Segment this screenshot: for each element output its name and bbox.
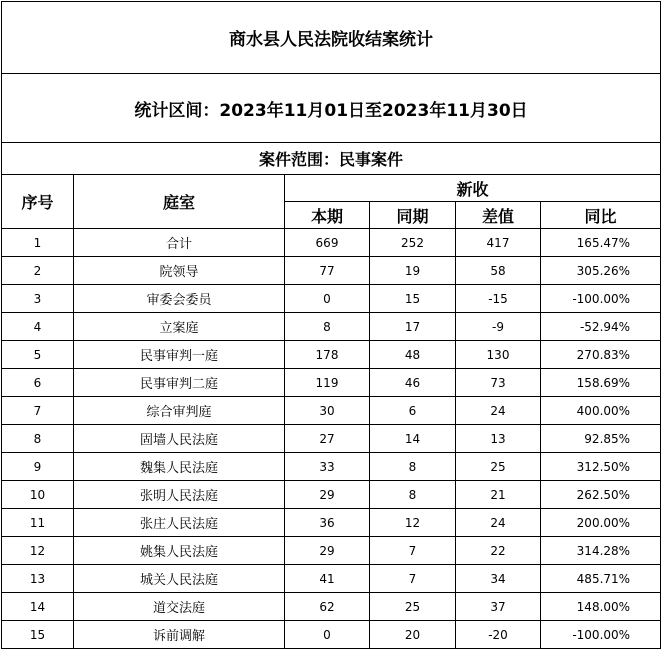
row-seq: 11 (2, 509, 74, 537)
row-same-period: 15 (370, 285, 456, 313)
row-current: 119 (285, 369, 370, 397)
row-seq: 6 (2, 369, 74, 397)
table-row (2, 425, 661, 453)
row-diff: 24 (456, 397, 541, 425)
row-diff: -15 (456, 285, 541, 313)
row-current: 178 (285, 341, 370, 369)
header-current: 本期 (285, 202, 370, 229)
row-yoy: 312.50% (541, 453, 661, 481)
row-same-period: 7 (370, 565, 456, 593)
row-current: 29 (285, 481, 370, 509)
case-scope: 案件范围：民事案件 (2, 143, 661, 175)
row-seq: 14 (2, 593, 74, 621)
row-yoy: 148.00% (541, 593, 661, 621)
row-same-period: 7 (370, 537, 456, 565)
row-current: 62 (285, 593, 370, 621)
row-yoy: 158.69% (541, 369, 661, 397)
row-same-period: 20 (370, 621, 456, 649)
header-same-period: 同期 (370, 202, 456, 229)
row-diff: 73 (456, 369, 541, 397)
row-seq: 13 (2, 565, 74, 593)
row-yoy: 305.26% (541, 257, 661, 285)
row-same-period: 8 (370, 481, 456, 509)
table-row (2, 565, 661, 593)
table-row (2, 257, 661, 285)
table-row (2, 621, 661, 649)
row-seq: 2 (2, 257, 74, 285)
header-new-cases: 新收 (285, 175, 661, 202)
row-current: 669 (285, 229, 370, 257)
row-same-period: 12 (370, 509, 456, 537)
row-seq: 15 (2, 621, 74, 649)
row-court-name: 院领导 (74, 257, 285, 285)
row-yoy: 400.00% (541, 397, 661, 425)
statistics-period: 统计区间：2023年11月01日至2023年11月30日 (2, 74, 661, 143)
row-yoy: 165.47% (541, 229, 661, 257)
table-row (2, 481, 661, 509)
row-court-name: 城关人民法庭 (74, 565, 285, 593)
row-current: 29 (285, 537, 370, 565)
row-same-period: 48 (370, 341, 456, 369)
row-yoy: -100.00% (541, 285, 661, 313)
table-row (2, 285, 661, 313)
row-court-name: 合计 (74, 229, 285, 257)
row-diff: 13 (456, 425, 541, 453)
row-seq: 10 (2, 481, 74, 509)
row-seq: 1 (2, 229, 74, 257)
statistics-table (1, 1, 661, 649)
row-diff: -20 (456, 621, 541, 649)
row-current: 0 (285, 285, 370, 313)
row-yoy: 314.28% (541, 537, 661, 565)
row-court-name: 审委会委员 (74, 285, 285, 313)
row-current: 77 (285, 257, 370, 285)
row-same-period: 25 (370, 593, 456, 621)
row-current: 27 (285, 425, 370, 453)
row-diff: 417 (456, 229, 541, 257)
row-yoy: 200.00% (541, 509, 661, 537)
row-same-period: 17 (370, 313, 456, 341)
row-diff: -9 (456, 313, 541, 341)
table-row (2, 397, 661, 425)
row-diff: 25 (456, 453, 541, 481)
row-yoy: 92.85% (541, 425, 661, 453)
row-seq: 3 (2, 285, 74, 313)
row-same-period: 14 (370, 425, 456, 453)
row-yoy: 270.83% (541, 341, 661, 369)
row-court-name: 诉前调解 (74, 621, 285, 649)
row-court-name: 固墙人民法庭 (74, 425, 285, 453)
row-seq: 8 (2, 425, 74, 453)
row-seq: 7 (2, 397, 74, 425)
row-same-period: 19 (370, 257, 456, 285)
row-seq: 12 (2, 537, 74, 565)
row-same-period: 252 (370, 229, 456, 257)
row-diff: 34 (456, 565, 541, 593)
row-yoy: -52.94% (541, 313, 661, 341)
row-same-period: 6 (370, 397, 456, 425)
row-yoy: 485.71% (541, 565, 661, 593)
header-court: 庭室 (74, 175, 285, 229)
row-yoy: -100.00% (541, 621, 661, 649)
row-current: 30 (285, 397, 370, 425)
table-row (2, 313, 661, 341)
row-seq: 4 (2, 313, 74, 341)
table-row (2, 341, 661, 369)
table-row (2, 453, 661, 481)
row-current: 36 (285, 509, 370, 537)
table-row (2, 229, 661, 257)
table-row (2, 537, 661, 565)
table-row (2, 593, 661, 621)
row-seq: 5 (2, 341, 74, 369)
row-same-period: 46 (370, 369, 456, 397)
row-diff: 37 (456, 593, 541, 621)
row-court-name: 民事审判一庭 (74, 341, 285, 369)
row-court-name: 综合审判庭 (74, 397, 285, 425)
row-court-name: 立案庭 (74, 313, 285, 341)
header-yoy: 同比 (541, 202, 661, 229)
row-same-period: 8 (370, 453, 456, 481)
row-diff: 21 (456, 481, 541, 509)
header-diff: 差值 (456, 202, 541, 229)
table-row (2, 509, 661, 537)
row-seq: 9 (2, 453, 74, 481)
row-court-name: 姚集人民法庭 (74, 537, 285, 565)
row-court-name: 道交法庭 (74, 593, 285, 621)
table-title: 商水县人民法院收结案统计 (2, 2, 661, 74)
row-court-name: 民事审判二庭 (74, 369, 285, 397)
row-court-name: 魏集人民法庭 (74, 453, 285, 481)
row-diff: 58 (456, 257, 541, 285)
row-diff: 22 (456, 537, 541, 565)
row-yoy: 262.50% (541, 481, 661, 509)
row-current: 0 (285, 621, 370, 649)
row-current: 41 (285, 565, 370, 593)
row-court-name: 张明人民法庭 (74, 481, 285, 509)
table-row (2, 369, 661, 397)
row-current: 33 (285, 453, 370, 481)
row-current: 8 (285, 313, 370, 341)
header-seq: 序号 (2, 175, 74, 229)
row-diff: 24 (456, 509, 541, 537)
row-diff: 130 (456, 341, 541, 369)
row-court-name: 张庄人民法庭 (74, 509, 285, 537)
